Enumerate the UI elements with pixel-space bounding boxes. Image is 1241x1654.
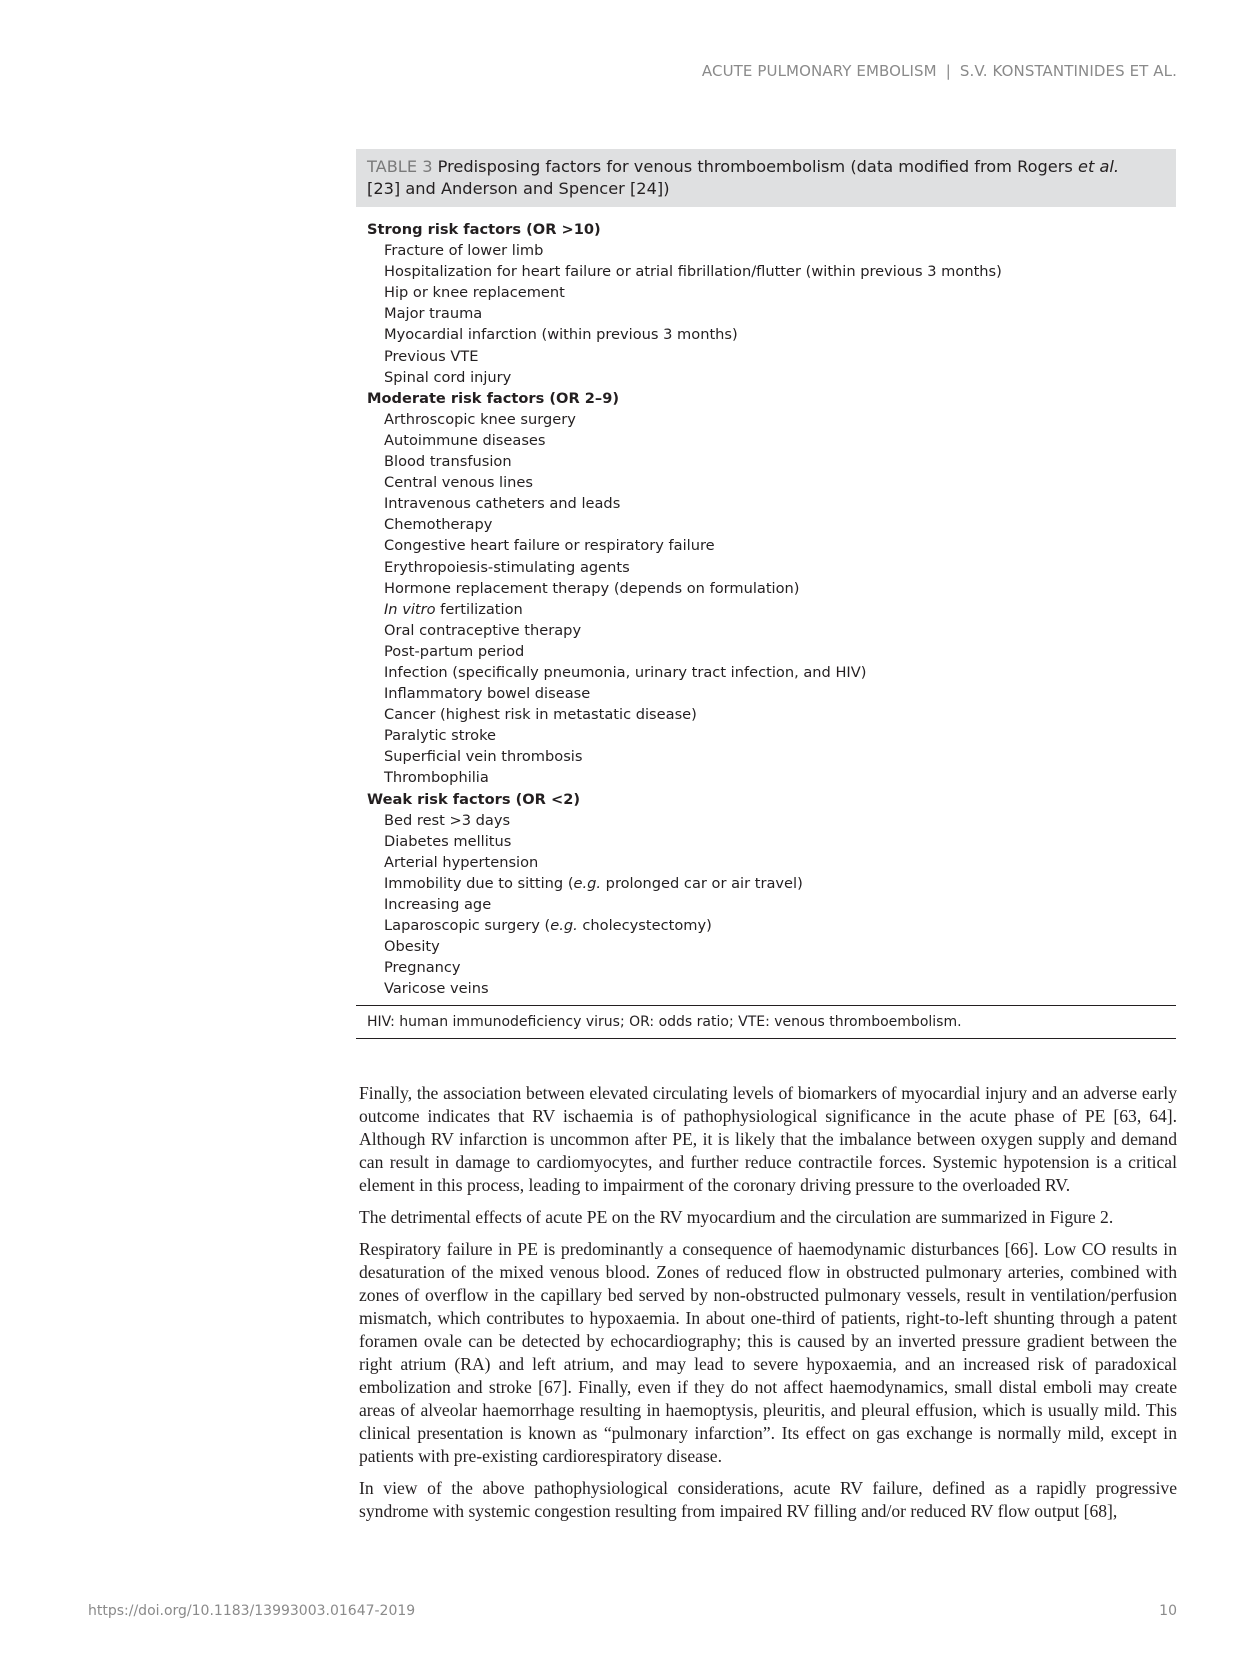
body-text	[359, 1082, 1177, 1532]
risk-factor-item: Diabetes mellitus	[384, 832, 512, 850]
risk-factor-item: Bed rest >3 days	[384, 811, 511, 829]
risk-factor-item: Pregnancy	[384, 959, 461, 977]
risk-factor-item: Immobility due to sitting (e.g. prolonged car or air travel)	[384, 874, 803, 892]
body-paragraph: Finally, the association between elevated circulating levels of biomarkers of myocardial injury and an adverse early outcome indicates that RV ischaemia is of pathophysiological significance in the acute phase of PE [63, 64]. Although RV infarction is uncommon after PE, it is likely that the imbalance between oxygen supply and demand can result in damage to cardiomyocytes, and further reduce contractile forces. Systemic hypotension is a critical element in this process, leading to impairment of the coronary driving pressure to the overloaded RV.	[359, 1083, 1177, 1195]
risk-factor-item: Oral contraceptive therapy	[384, 621, 582, 639]
risk-factor-item: Major trauma	[384, 305, 483, 323]
risk-factor-item: Hospitalization for heart failure or atrial fibrillation/flutter (within previous 3 months)	[384, 263, 1002, 281]
journal-section-title: ACUTE PULMONARY EMBOLISM	[701, 62, 937, 80]
table-caption-italic: et al.	[1078, 157, 1120, 176]
risk-factor-item: Paralytic stroke	[384, 727, 497, 745]
header-separator: |	[945, 62, 951, 80]
risk-factor-item: Varicose veins	[384, 980, 489, 998]
risk-factor-item: Intravenous catheters and leads	[384, 495, 621, 513]
risk-factor-item: Previous VTE	[384, 347, 479, 365]
risk-factor-item: Inflammatory bowel disease	[384, 685, 591, 703]
risk-group-title: Weak risk factors (OR <2)	[367, 790, 581, 808]
doi-link[interactable]: https://doi.org/10.1183/13993003.01647-2019	[88, 1603, 416, 1619]
risk-factor-item: Post-partum period	[384, 642, 525, 660]
risk-factor-item: Arterial hypertension	[384, 853, 539, 871]
risk-factor-item: Arthroscopic knee surgery	[384, 410, 576, 428]
body-paragraph: Respiratory failure in PE is predominantly a consequence of haemodynamic disturbances [66]. Low CO results in desaturation of the mixed venous blood. Zones of reduced flow in obstructed pulmonary arteries, combined with zones of overflow in the capillary bed served by non-obstructed pulmonary vessels, result in ventilation/perfusion mismatch, which contributes to hypoxaemia. In about one-third of patients, right-to-left shunting through a patent foramen ovale can be detected by echocardiography; this is caused by an inverted pressure gradient between the right atrium (RA) and left atrium, and may lead to severe hypoxaemia, and an increased risk of paradoxical embolization and stroke [67]. Finally, even if they do not affect haemodynamics, small distal emboli may create areas of alveolar haemorrhage resulting in haemoptysis, pleuritis, and pleural effusion, which is usually mild. This clinical presentation is known as “pulmonary infarction”. Its effect on gas exchange is normally mild, except in patients with pre-existing cardiorespiratory disease.	[359, 1239, 1177, 1466]
risk-factor-item: Myocardial infarction (within previous 3 months)	[384, 326, 738, 344]
risk-factor-item: In vitro fertilization	[384, 600, 523, 618]
table-body	[356, 207, 1176, 999]
risk-factor-item: Hip or knee replacement	[384, 284, 565, 302]
risk-factor-item: Obesity	[384, 938, 440, 956]
risk-factor-item: Infection (specifically pneumonia, urinary tract infection, and HIV)	[384, 663, 867, 681]
table-label: TABLE 3	[367, 157, 433, 176]
risk-factor-item: Chemotherapy	[384, 516, 493, 534]
risk-factor-item: Hormone replacement therapy (depends on formulation)	[384, 579, 800, 597]
running-header	[702, 62, 1177, 80]
risk-factor-item: Autoimmune diseases	[384, 431, 546, 449]
risk-group-title: Moderate risk factors (OR 2–9)	[367, 389, 620, 407]
table-caption-text-2: [23] and Anderson and Spencer [24])	[367, 179, 670, 198]
page-number: 10	[1159, 1603, 1177, 1619]
risk-factor-item: Laparoscopic surgery (e.g. cholecystectomy)	[384, 917, 712, 935]
risk-factor-item: Central venous lines	[384, 474, 534, 492]
risk-factor-item: Blood transfusion	[384, 453, 512, 471]
table-footnote: HIV: human immunodeficiency virus; OR: odds ratio; VTE: venous thromboembolism.	[356, 1005, 1176, 1039]
body-paragraph: The detrimental effects of acute PE on the RV myocardium and the circulation are summarized in Figure 2.	[359, 1207, 1114, 1227]
risk-factor-item: Erythropoiesis-stimulating agents	[384, 558, 630, 576]
risk-factor-item: Fracture of lower limb	[384, 242, 544, 260]
body-paragraph: In view of the above pathophysiological considerations, acute RV failure, defined as a rapidly progressive syndrome with systemic congestion resulting from impaired RV filling and/or reduced RV flow output [68],	[359, 1478, 1177, 1521]
table-caption	[356, 149, 1176, 207]
risk-factor-item: Superficial vein thrombosis	[384, 748, 583, 766]
risk-factor-item: Increasing age	[384, 896, 492, 913]
header-authors: S.V. KONSTANTINIDES ET AL.	[959, 62, 1177, 80]
risk-group-title: Strong risk factors (OR >10)	[367, 221, 601, 238]
risk-factor-item: Thrombophilia	[384, 769, 489, 787]
risk-factor-item: Spinal cord injury	[384, 368, 512, 386]
risk-factor-item: Cancer (highest risk in metastatic disease)	[384, 706, 697, 724]
risk-factors-table	[356, 149, 1176, 1039]
risk-factor-item: Congestive heart failure or respiratory failure	[384, 537, 715, 555]
table-caption-text: Predisposing factors for venous thromboembolism (data modified from Rogers	[437, 157, 1073, 176]
